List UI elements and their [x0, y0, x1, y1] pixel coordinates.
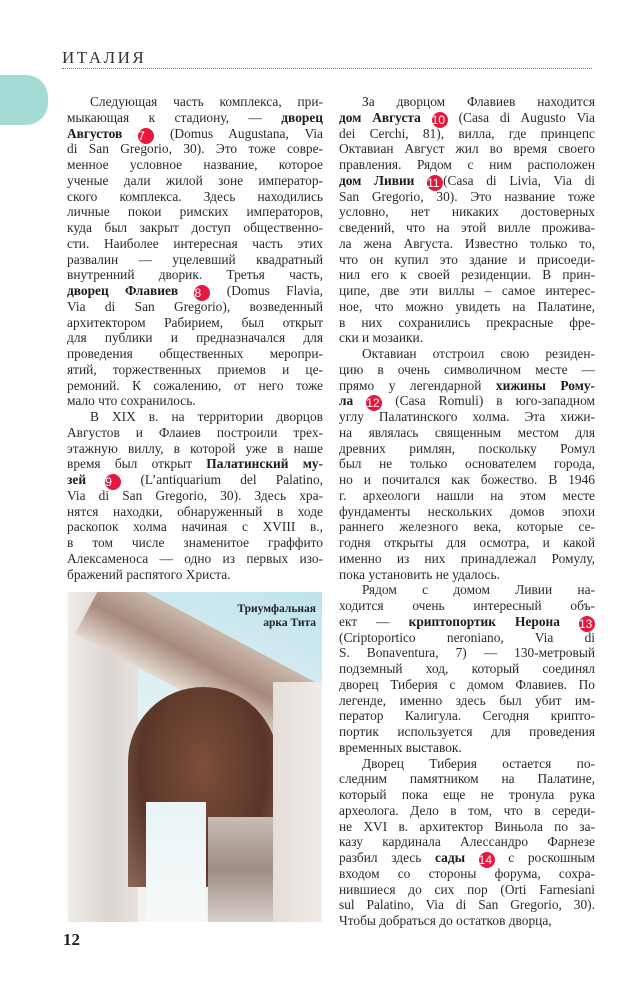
text-line — [67, 204, 323, 220]
text-segment: Дворец Тиберия остается по- — [362, 755, 595, 771]
text-segment: S. Bonaventura, 7) — 130-метровый — [339, 645, 595, 661]
text-line — [339, 819, 595, 835]
text-segment: время был открыт — [67, 456, 207, 472]
text-line — [339, 756, 595, 772]
place-name-bold: дом Ливии — [339, 172, 415, 188]
place-name-bold: ла — [339, 393, 354, 409]
text-segment: ученые дали жилой зоне император- — [67, 172, 323, 188]
paragraph — [67, 94, 323, 409]
map-marker-badge: 10 — [432, 112, 448, 128]
text-line — [67, 393, 323, 409]
map-marker-badge: 14 — [479, 852, 495, 868]
photo-stone-right — [273, 682, 322, 922]
text-line — [67, 409, 323, 425]
text-line — [67, 141, 323, 157]
place-name-bold: криптопортик Нерона — [408, 613, 560, 629]
paragraph — [339, 94, 595, 346]
text-line — [339, 677, 595, 693]
text-line — [339, 708, 595, 724]
text-segment: личные покои римских императоров, — [67, 204, 323, 220]
text-segment: который пока еще не тронула рука — [339, 787, 595, 802]
text-line — [339, 362, 595, 378]
text-line — [67, 551, 323, 567]
text-segment: сти. Наиболее интересная часть этих — [67, 235, 323, 251]
text-segment: ского комплекса. Здесь находились — [67, 188, 323, 204]
text-segment: археолога. Дело в том, что в середи- — [339, 802, 595, 818]
text-line — [339, 441, 595, 457]
text-line — [67, 330, 323, 346]
text-segment: сведений, что на этой вилле прожива- — [339, 220, 595, 235]
text-segment: Августов и Флаиев построили трех- — [67, 424, 323, 440]
text-line — [67, 441, 323, 457]
paragraph — [67, 409, 323, 582]
text-line — [67, 283, 323, 299]
text-line — [67, 126, 323, 142]
text-line — [339, 866, 595, 882]
text-line — [339, 189, 595, 205]
text-segment: развалин — уцелевший квадратный — [67, 251, 323, 267]
paragraph — [339, 756, 595, 929]
text-segment: входом со стороны форума, сохра- — [339, 865, 595, 881]
map-marker-badge: 11 — [427, 175, 443, 191]
text-segment: sul Palatino, Via di San Gregorio, 30). — [339, 897, 595, 913]
text-line — [339, 661, 595, 677]
text-line — [339, 94, 595, 110]
text-line — [67, 519, 323, 535]
text-line — [339, 645, 595, 661]
text-line — [67, 315, 323, 331]
text-segment: ремоний. К сожалению, от него тоже — [67, 377, 323, 393]
text-line — [339, 267, 595, 283]
text-segment: ект — — [339, 613, 409, 629]
text-segment: ски и мозаики. — [339, 330, 424, 346]
place-name-bold: дворец Флавиев — [67, 283, 179, 298]
text-segment: мало что сохранилось. — [67, 393, 196, 409]
text-segment: что он купил это здание и присоеди- — [339, 251, 595, 267]
text-segment — [414, 173, 427, 188]
text-line — [339, 850, 595, 866]
text-segment — [560, 614, 579, 629]
text-segment: древних римлян, поскольку Ромул — [339, 440, 595, 456]
place-name-bold: хижины Рому- — [495, 377, 595, 393]
map-marker-badge: 12 — [366, 395, 382, 411]
text-line — [67, 110, 323, 126]
text-segment: (L’antiquarium del Palatino, — [121, 472, 323, 487]
text-segment: Следующая часть комплекса, при- — [90, 94, 323, 109]
text-segment: ципе, две эти виллы – самое интерес- — [339, 283, 595, 298]
running-header — [62, 48, 592, 69]
text-line — [339, 504, 595, 520]
text-segment: цию в очень символичном месте — — [339, 361, 595, 377]
caption-line: Триумфальная — [237, 603, 316, 615]
text-line — [67, 236, 323, 252]
text-segment: (Domus Flavia, — [210, 283, 323, 298]
text-line — [67, 488, 323, 504]
text-line — [339, 110, 595, 126]
text-line — [339, 126, 595, 142]
map-marker-badge: 9 — [105, 474, 121, 490]
place-name-bold: Палатинский му- — [206, 456, 323, 472]
place-name-bold: сады — [435, 850, 466, 865]
text-line — [339, 897, 595, 913]
page-number: 12 — [63, 930, 80, 949]
text-line — [339, 913, 595, 929]
text-line — [339, 803, 595, 819]
text-line — [67, 220, 323, 236]
text-line — [67, 94, 323, 110]
text-segment: условно, нет никаких достоверных — [339, 204, 595, 220]
text-segment — [353, 393, 366, 408]
text-line — [67, 535, 323, 551]
text-segment: Октавиан Август жил во время своего — [339, 141, 595, 157]
text-line — [339, 141, 595, 157]
text-line — [339, 283, 595, 299]
text-line — [339, 220, 595, 236]
text-segment: дворец Тиберия с домом Флавиев. По — [339, 676, 595, 692]
text-segment: ла жена Августа. Известно только то, — [339, 235, 595, 251]
text-segment: именно из них принадлежал Ромулу, — [339, 550, 595, 566]
text-segment: пока установить не удалось. — [339, 566, 501, 582]
map-marker-badge: 13 — [579, 616, 595, 632]
text-line — [339, 393, 595, 409]
text-segment: ятий, торжественных приемов и це- — [67, 361, 323, 377]
text-line — [67, 157, 323, 173]
photo-caption — [237, 602, 316, 630]
text-segment — [86, 472, 105, 487]
text-segment: San Gregorio, 30). Это название тоже — [339, 188, 595, 204]
text-line — [67, 189, 323, 205]
header-title: ИТАЛИЯ — [62, 48, 147, 67]
text-line — [339, 614, 595, 630]
text-segment: (Criptoportico neroniano, Via di — [339, 629, 595, 645]
text-segment: Чтобы добраться до остатков дворца, — [339, 913, 552, 928]
text-line — [339, 378, 595, 394]
text-segment: этажную виллу, в которой уже в наше — [67, 440, 323, 456]
text-segment: ное, что можно увидеть на Палатине, — [339, 298, 595, 314]
text-segment: был не только основателем города, — [339, 456, 595, 472]
text-segment: менное условное название, которое — [67, 157, 323, 172]
text-segment: подземный ход, который соединял — [339, 661, 595, 676]
text-line — [339, 409, 595, 425]
text-line — [67, 299, 323, 315]
caption-line: арка Тита — [263, 617, 316, 629]
text-line — [339, 173, 595, 189]
text-segment — [465, 850, 479, 865]
text-line — [339, 771, 595, 787]
text-segment: правления. Рядом с ним расположен — [339, 157, 595, 172]
text-line — [339, 204, 595, 220]
right-column — [339, 94, 595, 929]
text-line — [339, 787, 595, 803]
map-marker-badge: 7 — [138, 128, 154, 144]
text-line — [339, 456, 595, 472]
text-line — [67, 425, 323, 441]
paragraph — [339, 346, 595, 582]
text-segment: раннего железного века, которые се- — [339, 519, 595, 535]
text-segment: на являлась священным местом для — [339, 424, 595, 440]
text-segment: В XIX в. на территории дворцов — [90, 409, 323, 424]
text-segment: (Casa Romuli) в юго-западном — [382, 393, 595, 409]
text-line — [339, 425, 595, 441]
text-segment: нившиеся до сих пор (Orti Farnesiani — [339, 881, 595, 897]
text-segment: нил его к своей резиденции. В прин- — [339, 267, 595, 283]
text-segment: в них сохранились прекрасные фре- — [339, 314, 595, 330]
text-segment: не XVI в. архитектор Виньола по за- — [339, 818, 595, 834]
place-name-bold: дворец — [281, 109, 323, 125]
text-line — [339, 472, 595, 488]
text-segment: Октавиан отстроил свою резиден- — [362, 346, 595, 361]
left-column — [67, 94, 323, 582]
text-segment: архитектором Рабирием, был открыт — [67, 314, 323, 330]
map-marker-badge: 8 — [194, 285, 210, 301]
text-segment: куда был закрыт доступ общественно- — [67, 220, 323, 235]
text-segment — [421, 110, 432, 125]
arch-of-titus-photo — [68, 592, 322, 922]
text-line — [339, 535, 595, 551]
text-line — [67, 362, 323, 378]
text-segment: следним памятником на Палатине, — [339, 771, 595, 787]
text-line — [67, 267, 323, 283]
text-line — [67, 504, 323, 520]
text-segment: углу Палатинского холма. Эта хижи- — [339, 409, 595, 424]
text-line — [67, 456, 323, 472]
text-segment: мыкающая к стадиону, — — [67, 109, 282, 125]
text-segment: (Casa di Augusto Via — [447, 109, 595, 125]
text-segment: разбил здесь — [339, 850, 436, 865]
text-segment: проведения общественных меропри- — [67, 346, 323, 361]
text-segment: Рядом с домом Ливии на- — [362, 582, 595, 598]
text-segment: (Casa di Livia, Via di — [443, 172, 595, 188]
text-segment: казу кардинала Алессандро Фарнезе — [339, 834, 595, 850]
text-segment — [178, 283, 194, 298]
text-segment: За дворцом Флавиев находится — [362, 94, 595, 109]
text-line — [339, 740, 595, 756]
text-segment: но и почитался как божество. В 1946 — [339, 472, 595, 487]
text-line — [339, 330, 595, 346]
text-line — [339, 630, 595, 646]
text-segment — [122, 126, 138, 141]
text-line — [339, 315, 595, 331]
text-segment: портик используется для проведения — [339, 724, 595, 739]
text-line — [339, 519, 595, 535]
place-name-bold: дом Августа — [339, 109, 421, 125]
text-segment: dei Cerchi, 81), вилла, где принцепс — [339, 125, 595, 141]
place-name-bold: зей — [67, 472, 87, 487]
text-line — [339, 299, 595, 315]
text-segment: в том числе знаменитое граффито — [67, 535, 323, 550]
text-segment: легенде, именно здесь был убит им- — [339, 692, 595, 708]
text-segment: Via di San Gregorio), возведенный — [67, 298, 323, 314]
text-segment: Алексаменоса — одно из первых изо- — [67, 550, 323, 566]
text-segment: временных выставок. — [339, 739, 462, 755]
text-segment: нятся находки, обнаруженный в ходе — [67, 503, 323, 519]
text-line — [339, 882, 595, 898]
text-segment: годня открыты для осмотра, и какой — [339, 535, 595, 550]
text-line — [339, 157, 595, 173]
text-line — [339, 582, 595, 598]
text-segment: прямо у легендарной — [339, 377, 496, 393]
text-line — [339, 488, 595, 504]
text-segment: ходится очень интересный объ- — [339, 598, 595, 613]
text-segment: г. археологи нашли на этом месте — [339, 487, 595, 503]
text-line — [339, 236, 595, 252]
text-segment: бражений распятого Христа. — [67, 566, 231, 582]
paragraph — [339, 582, 595, 755]
text-segment: di San Gregorio, 30). Это тоже совре- — [67, 141, 323, 157]
text-line — [339, 346, 595, 362]
text-line — [67, 472, 323, 488]
text-line — [67, 346, 323, 362]
text-line — [339, 551, 595, 567]
text-line — [67, 378, 323, 394]
text-line — [339, 834, 595, 850]
text-segment: для публики и предназначался для — [67, 330, 323, 346]
place-name-bold: Августов — [67, 125, 123, 141]
text-line — [339, 724, 595, 740]
text-segment: фундаменты нескольких домов эпохи — [339, 503, 595, 519]
photo-arch-opening — [146, 802, 206, 922]
text-line — [67, 567, 323, 583]
text-line — [339, 252, 595, 268]
text-segment: (Domus Augustana, Via — [154, 125, 323, 141]
chapter-tab-marker — [0, 75, 48, 125]
text-segment: внутренний дворик. Третья часть, — [67, 267, 323, 283]
text-segment: раскопок холма начиная с XVIII в., — [67, 519, 323, 535]
text-line — [67, 173, 323, 189]
text-segment: ператор Калигула. Сегодня крипто- — [339, 708, 595, 724]
text-line — [339, 567, 595, 583]
text-line — [67, 252, 323, 268]
text-segment: Via di San Gregorio, 30). Здесь хра- — [67, 487, 323, 503]
text-line — [339, 693, 595, 709]
text-line — [339, 598, 595, 614]
text-segment: с роскошным — [494, 850, 595, 865]
